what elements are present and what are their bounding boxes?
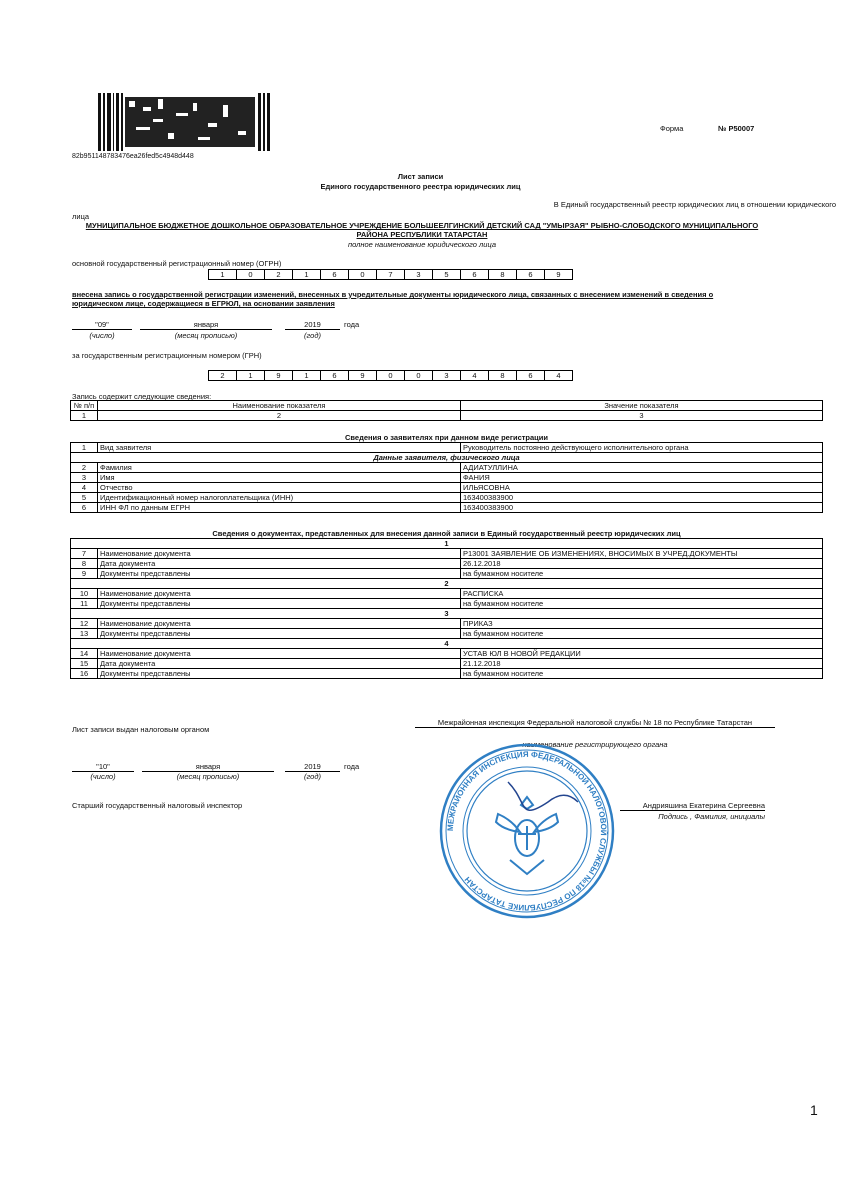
digit-cell: 9: [544, 270, 572, 279]
digit-cell: 2: [220, 371, 225, 380]
digit-cell: 8: [488, 371, 516, 380]
grn-label: за государственным регистрационным номером (ГРН): [72, 351, 262, 360]
date1-god: года: [344, 320, 360, 329]
section2-title: Сведения о документах, представленных для внесения данной записи в Единый государственный реестр юридических лиц: [212, 529, 681, 538]
digit-cell: 6: [516, 371, 544, 380]
digit-cell: 9: [264, 371, 292, 380]
date1-day-caption: (число): [89, 331, 115, 340]
digit-cell: 6: [516, 270, 544, 279]
row-name: ИНН ФЛ по данным ЕГРН: [98, 503, 461, 513]
date1-month: января: [140, 320, 272, 330]
digit-cell: 0: [348, 270, 376, 279]
row-value: 163400383900: [461, 503, 823, 513]
digit-cell: 1: [292, 270, 320, 279]
ogrn-cells: [208, 269, 573, 280]
table-row: [71, 589, 823, 599]
date2-year-caption: (год): [304, 772, 321, 781]
row-value: ФАНИЯ: [461, 473, 823, 483]
table-row: [71, 443, 823, 453]
authority-name: Межрайонная инспекция Федеральной налоговой службы № 18 по Республике Татарстан: [415, 718, 775, 728]
row-name: Наименование документа: [98, 619, 461, 629]
document-group-number: 4: [71, 639, 823, 649]
document-hash: 82b951148783476ea26fed5c4948d448: [72, 153, 194, 160]
row-value: ПРИКАЗ: [461, 619, 823, 629]
row-num: 9: [71, 569, 98, 579]
digit-cell: 5: [432, 270, 460, 279]
org-caption: полное наименование юридического лица: [347, 240, 496, 249]
date2-day: "10": [72, 762, 134, 772]
digit-cell: 4: [460, 371, 488, 380]
date2-year: 2019: [285, 762, 340, 772]
digit-cell: 1: [292, 371, 320, 380]
table-row: [71, 463, 823, 473]
row-value: 21.12.2018: [461, 659, 823, 669]
table-row: [71, 493, 823, 503]
row-name: Идентификационный номер налогоплательщика (ИНН): [98, 493, 461, 503]
digit-cell: 3: [432, 371, 460, 380]
row-name: Дата документа: [98, 559, 461, 569]
official-stamp-icon: [438, 742, 616, 920]
table-subheader: [71, 453, 823, 463]
table-row: [71, 569, 823, 579]
row-name: Наименование документа: [98, 649, 461, 659]
ogrn-label: основной государственный регистрационный номер (ОГРН): [72, 259, 282, 268]
row-name: Вид заявителя: [98, 443, 461, 453]
table-row: [71, 599, 823, 609]
row-value: Руководитель постоянно действующего исполнительного органа: [461, 443, 823, 453]
row-name: Документы представлены: [98, 569, 461, 579]
table-row: [71, 483, 823, 493]
row-value: Р13001 ЗАЯВЛЕНИЕ ОБ ИЗМЕНЕНИЯХ, ВНОСИМЫХ В УЧРЕД.ДОКУМЕНТЫ: [461, 549, 823, 559]
row-num: 6: [71, 503, 98, 513]
entry-text: внесена запись о государственной регистрации изменений, внесенных в учредительные документы юридического лица, связанных с внесением изменений в сведения о юридическом лице, содержащиеся в ЕГРЮЛ, на основании заявления: [72, 290, 714, 308]
row-value: на бумажном носителе: [461, 569, 823, 579]
digit-cell: 2: [264, 270, 292, 279]
digit-cell: 6: [320, 270, 348, 279]
row-num: 3: [71, 473, 98, 483]
date2-month: января: [142, 762, 274, 772]
table-row: [71, 649, 823, 659]
date2-day-caption: (число): [90, 772, 116, 781]
row-num: 1: [71, 443, 98, 453]
applicant-table: [70, 442, 823, 513]
title-line2: Единого государственного реестра юридических лиц: [320, 182, 521, 191]
row-value: ИЛЬЯСОВНА: [461, 483, 823, 493]
authority-caption: наименование регистрирующего органа: [522, 740, 668, 749]
row-name: Наименование документа: [98, 589, 461, 599]
intro-text: В Единый государственный реестр юридических лиц в отношении юридического: [553, 200, 836, 209]
document-group-row: [71, 539, 823, 549]
row-num: 16: [71, 669, 98, 679]
grn-cells: [208, 370, 573, 381]
digit-cell: 6: [460, 270, 488, 279]
digit-cell: 1: [236, 371, 264, 380]
row-value: РАСПИСКА: [461, 589, 823, 599]
row-value: на бумажном носителе: [461, 669, 823, 679]
table-row: [71, 619, 823, 629]
date1-month-caption: (месяц прописью): [174, 331, 238, 340]
row-num: 13: [71, 629, 98, 639]
digit-cell: 0: [376, 371, 404, 380]
document-group-row: [71, 639, 823, 649]
row-name: Документы представлены: [98, 629, 461, 639]
col-header-name: Наименование показателя: [98, 401, 461, 411]
table-row: [71, 669, 823, 679]
date1-year-caption: (год): [304, 331, 321, 340]
section1-title: Сведения о заявителях при данном виде регистрации: [345, 433, 548, 442]
date1-day: "09": [72, 320, 132, 330]
col-header-num: № п/п: [71, 401, 98, 411]
table-row: [71, 549, 823, 559]
document-group-number: 2: [71, 579, 823, 589]
litsa-word: лица: [72, 212, 90, 221]
header-table: [70, 400, 823, 421]
row-num: 8: [71, 559, 98, 569]
col-index-3: 3: [461, 411, 823, 421]
row-name: Дата документа: [98, 659, 461, 669]
barcode: [98, 93, 270, 151]
row-num: 5: [71, 493, 98, 503]
table-row: [71, 659, 823, 669]
row-value: 26.12.2018: [461, 559, 823, 569]
col-header-value: Значение показателя: [461, 401, 823, 411]
row-num: 11: [71, 599, 98, 609]
document-group-number: 1: [71, 539, 823, 549]
date2-god: года: [344, 762, 360, 771]
digit-cell: 7: [376, 270, 404, 279]
row-name: Наименование документа: [98, 549, 461, 559]
organization-name: МУНИЦИПАЛЬНОЕ БЮДЖЕТНОЕ ДОШКОЛЬНОЕ ОБРАЗОВАТЕЛЬНОЕ УЧРЕЖДЕНИЕ БОЛЬШЕЕЛГИНСКИЙ ДЕТСКИЙ САД "УМЫРЗАЯ" РЫБНО-СЛОБОДСКОГО МУНИЦИПАЛЬНОГО РАЙОНА РЕСПУБЛИКИ ТАТАРСТАН: [85, 221, 759, 239]
row-num: 7: [71, 549, 98, 559]
digit-cell: 0: [404, 371, 432, 380]
form-number: № Р50007: [718, 124, 755, 133]
issued-label: Лист записи выдан налоговым органом: [72, 725, 210, 734]
signer-name: Андрияшина Екатерина Сергеевна: [620, 801, 765, 811]
table-row: [71, 629, 823, 639]
signer-caption: Подпись , Фамилия, инициалы: [658, 812, 765, 821]
row-num: 14: [71, 649, 98, 659]
row-name: Отчество: [98, 483, 461, 493]
section1-sub: Данные заявителя, физического лица: [71, 453, 823, 463]
digit-cell: 6: [320, 371, 348, 380]
row-num: 2: [71, 463, 98, 473]
row-num: 10: [71, 589, 98, 599]
row-value: 163400383900: [461, 493, 823, 503]
row-num: 4: [71, 483, 98, 493]
row-num: 12: [71, 619, 98, 629]
col-index-1: 1: [71, 411, 98, 421]
date1-year: 2019: [285, 320, 340, 330]
row-value: на бумажном носителе: [461, 629, 823, 639]
row-value: УСТАВ ЮЛ В НОВОЙ РЕДАКЦИИ: [461, 649, 823, 659]
page-number: 1: [810, 1102, 818, 1118]
digit-cell: 0: [236, 270, 264, 279]
document-group-row: [71, 579, 823, 589]
documents-table: [70, 538, 823, 679]
date2-month-caption: (месяц прописью): [176, 772, 240, 781]
table-row: [71, 559, 823, 569]
digit-cell: 4: [544, 371, 572, 380]
row-value: АДИАТУЛЛИНА: [461, 463, 823, 473]
inspector-label: Старший государственный налоговый инспектор: [72, 801, 243, 810]
digit-cell: 8: [488, 270, 516, 279]
row-name: Документы представлены: [98, 669, 461, 679]
digit-cell: 9: [348, 371, 376, 380]
form-label: Форма: [660, 124, 684, 133]
document-group-number: 3: [71, 609, 823, 619]
row-name: Документы представлены: [98, 599, 461, 609]
stamp-ring-text: МЕЖРАЙОННАЯ ИНСПЕКЦИЯ ФЕДЕРАЛЬНОЙ НАЛОГОВОЙ СЛУЖБЫ №18 ПО РЕСПУБЛИКЕ ТАТАРСТАН: [445, 749, 609, 913]
col-index-2: 2: [98, 411, 461, 421]
title-line1: Лист записи: [397, 172, 444, 181]
table-row: [71, 473, 823, 483]
row-name: Фамилия: [98, 463, 461, 473]
digit-cell: 1: [220, 270, 225, 279]
table-row: [71, 503, 823, 513]
digit-cell: 3: [404, 270, 432, 279]
row-value: на бумажном носителе: [461, 599, 823, 609]
row-num: 15: [71, 659, 98, 669]
document-group-row: [71, 609, 823, 619]
row-name: Имя: [98, 473, 461, 483]
record-contains: Запись содержит следующие сведения:: [72, 392, 212, 401]
